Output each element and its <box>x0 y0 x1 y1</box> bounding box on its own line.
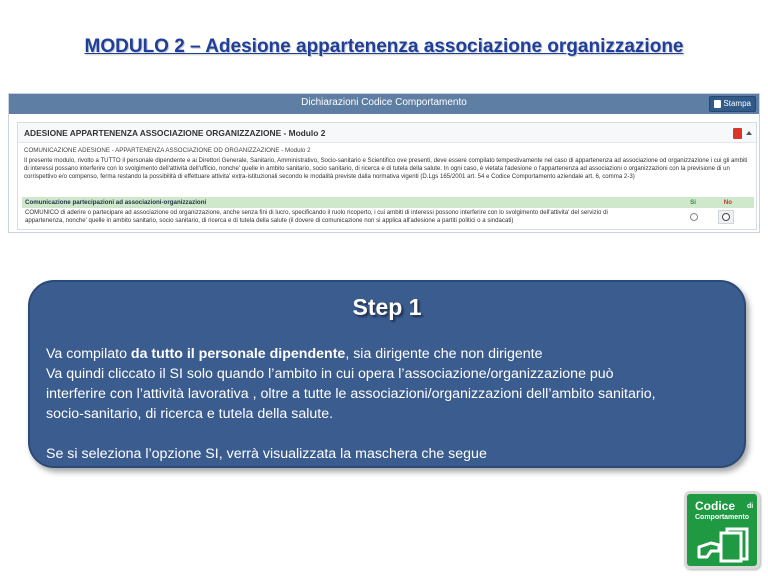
step-line-1-prefix: Va compilato <box>46 346 131 362</box>
document-hand-icon <box>697 527 751 563</box>
print-icon <box>714 100 721 108</box>
step-spacer <box>46 424 736 444</box>
step-line-1-bold: da tutto il personale dipendente <box>130 346 346 362</box>
codice-comportamento-logo <box>684 491 760 569</box>
step-line-4: socio-sanitario, di ricerca e tutela della salute. <box>46 406 334 422</box>
print-button-label: Stampa <box>723 99 751 108</box>
step-line-3: interferire con l’attività lavorativa , oltre a tutte le associazioni/organizzazioni dell’ambito sanitario, <box>46 386 656 402</box>
section-header <box>18 123 756 143</box>
module-subtitle: COMUNICAZIONE ADESIONE - APPARTENENZA ASSOCIAZIONE OD ORGANIZZAZIONE - Modulo 2 <box>24 147 311 154</box>
step-line-1 <box>46 344 736 364</box>
grid-row-text: COMUNICO di aderire o partecipare ad associazione od organizzazione, anche senza fini di lucro, specificando il ruolo ricoperto, i cui ambiti di interessi possono interferire con lo svolgimento dell'attivita' del servizio di appartenenza, nonche' quelle in ambito sanitario, socio sanitario, di ricerca e di tutela della salute (il dovere di comunicazione non si applica all'adesione a partiti politici o a sindacati) <box>25 209 608 224</box>
column-no-label: No <box>723 199 732 206</box>
app-screenshot-panel <box>8 93 760 233</box>
module-subpanel <box>17 122 757 230</box>
radio-si[interactable] <box>690 213 698 221</box>
step-text <box>46 344 736 464</box>
module-description: Il presente modulo, rivolto a TUTTO il personale dipendente e ai Direttori Generale, Sanitario, Amministrativo, Socio-sanitario e Scientifico ove presenti, deve essere compilato tempestivamente nel caso di appartenenza ad associazione od organizzazione i cui gli ambiti di interessi possano interferire con lo svolgimento dell'attività dell'ufficio, nonche' quelle in ambito sanitario, socio sanitario, di ricerca e di tutela della salute. In ogni caso, è vietata l'adesione o l'appartenenza ad associazioni o organizzazioni con la previsione di un corrispettivo e/o compenso, ferma restando la possibilità di effettuare attivita' extra-istituzionali secondo le modalità previste dalla normativa vigenti (D.Lgs 165/2001 art. 54 e Codice Comportamento aziendale art. 6, comma 2-3) <box>24 157 748 181</box>
step-title: Step 1 <box>352 294 422 320</box>
pdf-icon[interactable] <box>733 128 742 139</box>
grid-header <box>22 197 754 208</box>
logo-subtitle: Comportamento <box>695 514 750 521</box>
print-button[interactable] <box>709 96 756 112</box>
radio-no[interactable] <box>722 213 730 221</box>
section-title: ADESIONE APPARTENENZA ASSOCIAZIONE ORGANIZZAZIONE - Modulo 2 <box>24 128 326 138</box>
step-line-2: Va quindi cliccato il SI solo quando l’ambito in cui opera l’associazione/organizzazione può <box>46 366 614 382</box>
panel-header <box>9 94 759 114</box>
column-si-label: Si <box>690 199 696 206</box>
panel-header-title: Dichiarazioni Codice Comportamento <box>301 97 467 108</box>
logo-di: di <box>747 503 754 510</box>
logo-title: Codice <box>695 499 736 513</box>
step-line-1-suffix: , sia dirigente che non dirigente <box>345 346 543 362</box>
grid-row <box>22 209 754 227</box>
step-line-5: Se si seleziona l’opzione SI, verrà visualizzata la maschera che segue <box>46 446 487 462</box>
grid-header-label: Comunicazione partecipazioni ad associazioni-organizzazioni <box>25 199 207 206</box>
step-box <box>28 280 746 468</box>
slide-title: MODULO 2 – Adesione appartenenza associazione organizzazione <box>84 36 684 57</box>
collapse-caret-icon[interactable] <box>746 131 752 135</box>
